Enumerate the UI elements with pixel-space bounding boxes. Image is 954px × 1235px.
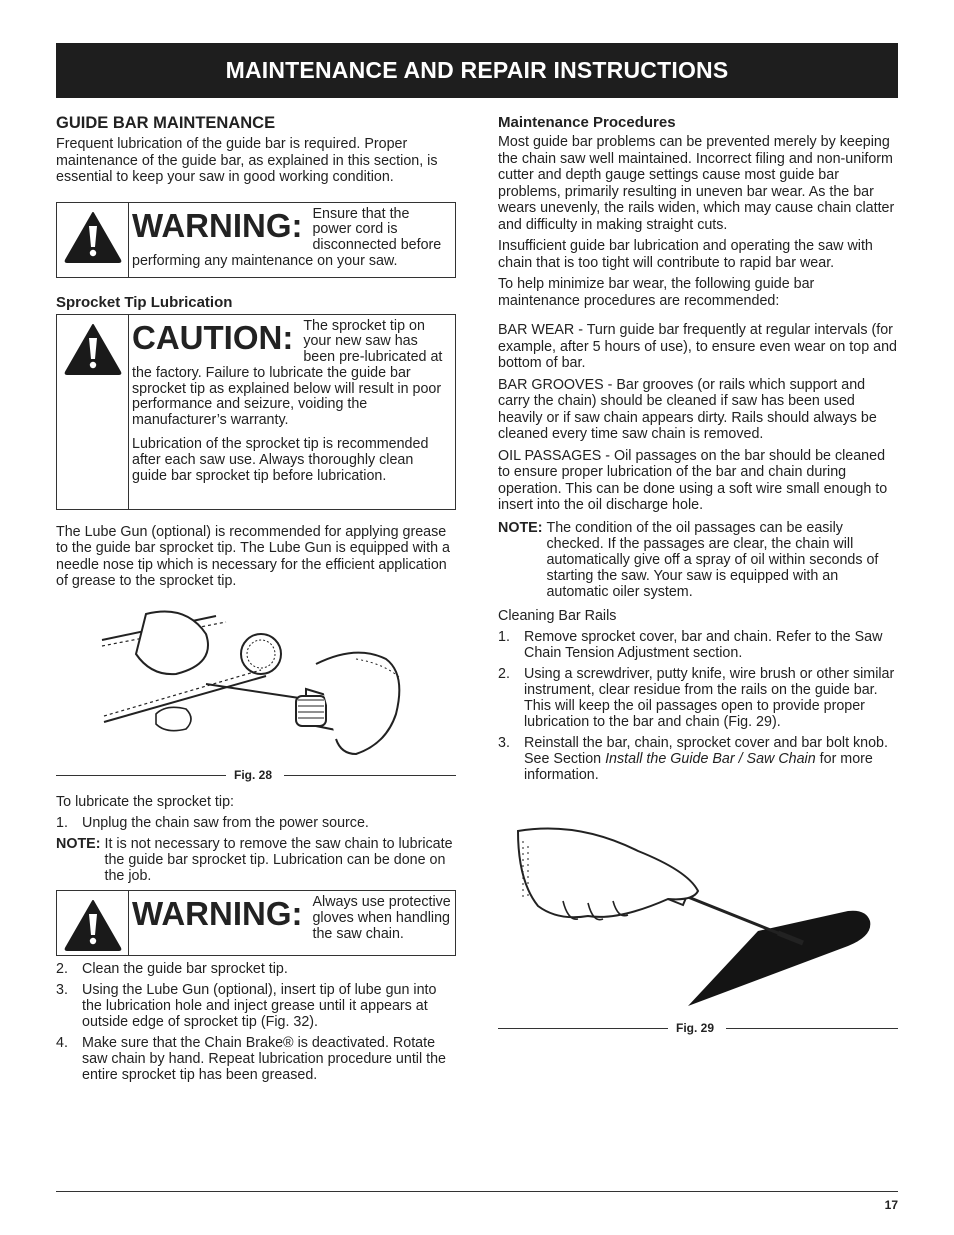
warning-text: Ensure that the power cord is disconnected before performing any maintenance on your saw. (132, 205, 442, 269)
fig-rule (56, 775, 226, 776)
note-text: It is not necessary to remove the saw chain to lubricate the guide bar sprocket tip. Lubrication can be done on the job. (104, 836, 453, 884)
list-item: 2. Clean the guide bar sprocket tip. (56, 961, 288, 977)
warning-text: Always use protective gloves when handling the saw chain. (312, 894, 451, 942)
note-oil (498, 520, 898, 600)
note-text: The condition of the oil passages can be easily checked. If the passages are clear, the chain will automatically give off a spray of oil within seconds of starting the saw. Your saw is equipped with an automatic oiler system. (546, 519, 879, 600)
cleaning-step-list (498, 629, 898, 783)
lube-gun-paragraph: The Lube Gun (optional) is recommended for applying grease to the guide bar sprocket tip. The Lube Gun is equipped with a needle nose tip which is necessary for the efficient application of grease to the sprocket tip. (56, 523, 450, 589)
caution-box (56, 314, 456, 510)
fig-29-caption-row (498, 1021, 898, 1035)
note-label: NOTE: (56, 836, 101, 852)
footer-rule (56, 1191, 898, 1192)
sprocket-heading: Sprocket Tip Lubrication (56, 293, 233, 311)
cleaning-rails-illustration (498, 821, 898, 1021)
section-reference: Install the Guide Bar / Saw Chain (605, 751, 816, 767)
fig-rule (498, 1028, 668, 1029)
page-number: 17 (884, 1198, 898, 1212)
bar-wear-paragraph: BAR WEAR - Turn guide bar frequently at regular intervals (for example, after 5 hours of use), to ensure even wear on top and bottom of bar. (498, 322, 897, 371)
list-item: 1. Remove sprocket cover, bar and chain. Refer to the Saw Chain Tension Adjustment section. (498, 629, 883, 661)
lubricate-step-list-continued (56, 961, 456, 1083)
fig-29-caption: Fig. 29 (676, 1021, 715, 1035)
fig-28-caption-row (56, 768, 456, 782)
fig-rule (726, 1028, 898, 1029)
caution-text-2: Lubrication of the sprocket tip is recommended after each saw use. Always thoroughly clean guide bar sprocket tip before lubrication. (132, 436, 429, 484)
to-lubricate-intro: To lubricate the sprocket tip: (56, 793, 235, 810)
cleaning-heading: Cleaning Bar Rails (498, 607, 617, 624)
warning-icon (57, 891, 129, 955)
guide-bar-intro: Frequent lubrication of the guide bar is required. Proper maintenance of the guide bar, as explained in this section, is essential to keep your saw in good working condition. (56, 136, 438, 185)
lubricate-step-list (56, 815, 456, 831)
fig-rule (284, 775, 456, 776)
warning-title: WARNING: (132, 895, 303, 932)
right-column (498, 112, 898, 1035)
oil-passages-paragraph: OIL PASSAGES - Oil passages on the bar should be cleaned to ensure proper lubrication of the bar and chain during operation. This can be done using a soft wire small enough to insert into the oil discharge hole. (498, 447, 888, 513)
warning-box-gloves (56, 890, 456, 956)
note-chain (56, 836, 456, 884)
lube-gun-illustration (56, 604, 456, 764)
left-column (56, 112, 456, 1083)
warning-box-power (56, 202, 456, 278)
guide-bar-heading: GUIDE BAR MAINTENANCE (56, 114, 276, 132)
list-item: 3. Using the Lube Gun (optional), insert tip of lube gun into the lubrication hole and inject grease until it appears at outside edge of sprocket tip (Fig. 32). (56, 982, 437, 1030)
note-label: NOTE: (498, 519, 543, 536)
procedures-para-3: To help minimize bar wear, the following guide bar maintenance procedures are recommended: (498, 276, 815, 309)
caution-icon (57, 315, 129, 509)
caution-text-1: The sprocket tip on your new saw has been pre-lubricated at the factory. Failure to lubricate the guide bar sprocket tip as explained below will result in poor performance and seizure, voiding the manufacturer’s warranty. (132, 317, 443, 429)
list-item: 1. Unplug the chain saw from the power source. (56, 815, 369, 831)
procedures-para-2: Insufficient guide bar lubrication and operating the saw with chain that is too tight will contribute to rapid bar wear. (498, 238, 873, 271)
list-item: 2. Using a screwdriver, putty knife, wire brush or other similar instrument, clear residue from the rails on the guide bar. This will keep the oil passages open to provide proper lubrication to the bar and chain (Fig. 29). (498, 666, 895, 730)
fig-28-caption: Fig. 28 (234, 767, 273, 782)
list-item: 4. Make sure that the Chain Brake® is deactivated. Rotate saw chain by hand. Repeat lubrication procedure until the entire sprocket tip has been greased. (56, 1035, 447, 1083)
warning-title: WARNING: (132, 206, 303, 244)
caution-title: CAUTION: (132, 318, 294, 356)
procedures-para-1: Most guide bar problems can be prevented merely by keeping the chain saw well maintained. Incorrect filing and non-uniform cutter and depth gauge settings cause most guide bar problems, primarily resulting in uneven bar wear. As the bar wears unevenly, the rails widen, which may cause chain clatter and difficulty in making straight cuts. (498, 134, 895, 233)
section-title: MAINTENANCE AND REPAIR INSTRUCTIONS (225, 57, 729, 83)
list-item: 3. Reinstall the bar, chain, sprocket cover and bar bolt knob. See Section Install the Guide Bar / Saw Chain for more information. (498, 735, 888, 783)
warning-icon (57, 203, 129, 277)
section-header (56, 43, 898, 98)
bar-grooves-paragraph: BAR GROOVES - Bar grooves (or rails which support and carry the chain) should be cleaned if saw has been used heavily or if saw chain appears dirty. Rails should always be cleaned every time saw chain is removed. (498, 376, 877, 442)
procedures-heading: Maintenance Procedures (498, 114, 676, 131)
